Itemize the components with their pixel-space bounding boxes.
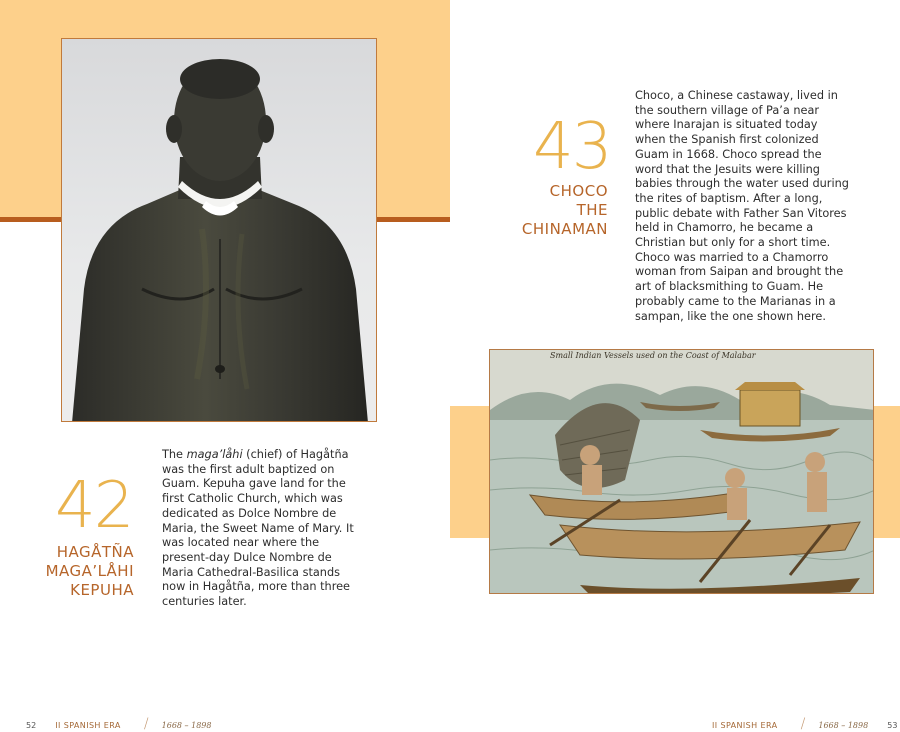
body-prefix: The <box>162 448 187 461</box>
footer-section-left: II SPANISH ERA <box>55 721 121 730</box>
entry-heading-43 <box>494 182 608 239</box>
left-footer <box>26 713 211 732</box>
page-number-left: 52 <box>26 721 37 730</box>
sampan-engraving <box>489 349 874 594</box>
entry-number-43: 43 <box>533 110 611 184</box>
footer-years-right: 1668 – 1898 <box>818 721 869 730</box>
footer-section-right: II SPANISH ERA <box>712 721 778 730</box>
heading-line: THE <box>576 201 608 219</box>
engraving-caption: Small Indian Vessels used on the Coast of Malabar <box>550 351 756 360</box>
heading-line: CHINAMAN <box>521 220 608 238</box>
sampan-illustration <box>490 350 874 594</box>
body-italic-term: maga’låhi <box>186 448 243 461</box>
footer-divider-right: / <box>800 716 806 732</box>
page-number-right: 53 <box>887 721 898 730</box>
body-paragraph: Choco, a Chinese castaway, lived in the southern village of Pa’a near where Inarajan is situated today when the Spanish first colonized Guam in 1668. Choco spread the word that the Jesuits were killing babies through the water used during the rites of baptism. After a long, public debate with Father San Vitores held in Chamorro, he became a Christian but only for a short time. Choco was married to a Chamorro woman from Saipan and brought the art of blacksmithing to Guam. He probably came to the Marianas in a sampan, like the one shown here. <box>635 89 849 323</box>
entry-number-42: 42 <box>55 469 133 543</box>
statue-illustration <box>62 39 377 422</box>
right-page-band-right <box>874 406 900 538</box>
heading-line: HAGÅTÑA <box>56 543 134 561</box>
footer-divider-left: / <box>143 716 149 732</box>
right-footer <box>712 713 897 732</box>
entry-body-42 <box>162 448 364 610</box>
entry-body-43 <box>635 89 849 324</box>
heading-line: KEPUHA <box>70 581 134 599</box>
footer-years-left: 1668 – 1898 <box>161 721 212 730</box>
heading-line: CHOCO <box>549 182 608 200</box>
right-page-band-left <box>450 406 490 538</box>
body-rest: (chief) of Hagåtña was the first adult baptized on Guam. Kepuha gave land for the first Catholic Church, which was dedicated as Dolce Nombre de Maria, the Sweet Name of Mary. It was located near where the present-day Dulce Nombre de Maria Cathedral-Basilica stands now in Hagåtña, more than three centuries later. <box>162 448 354 609</box>
statue-photo <box>61 38 377 422</box>
entry-heading-42 <box>20 543 134 600</box>
heading-line: MAGA’LÅHI <box>45 562 134 580</box>
